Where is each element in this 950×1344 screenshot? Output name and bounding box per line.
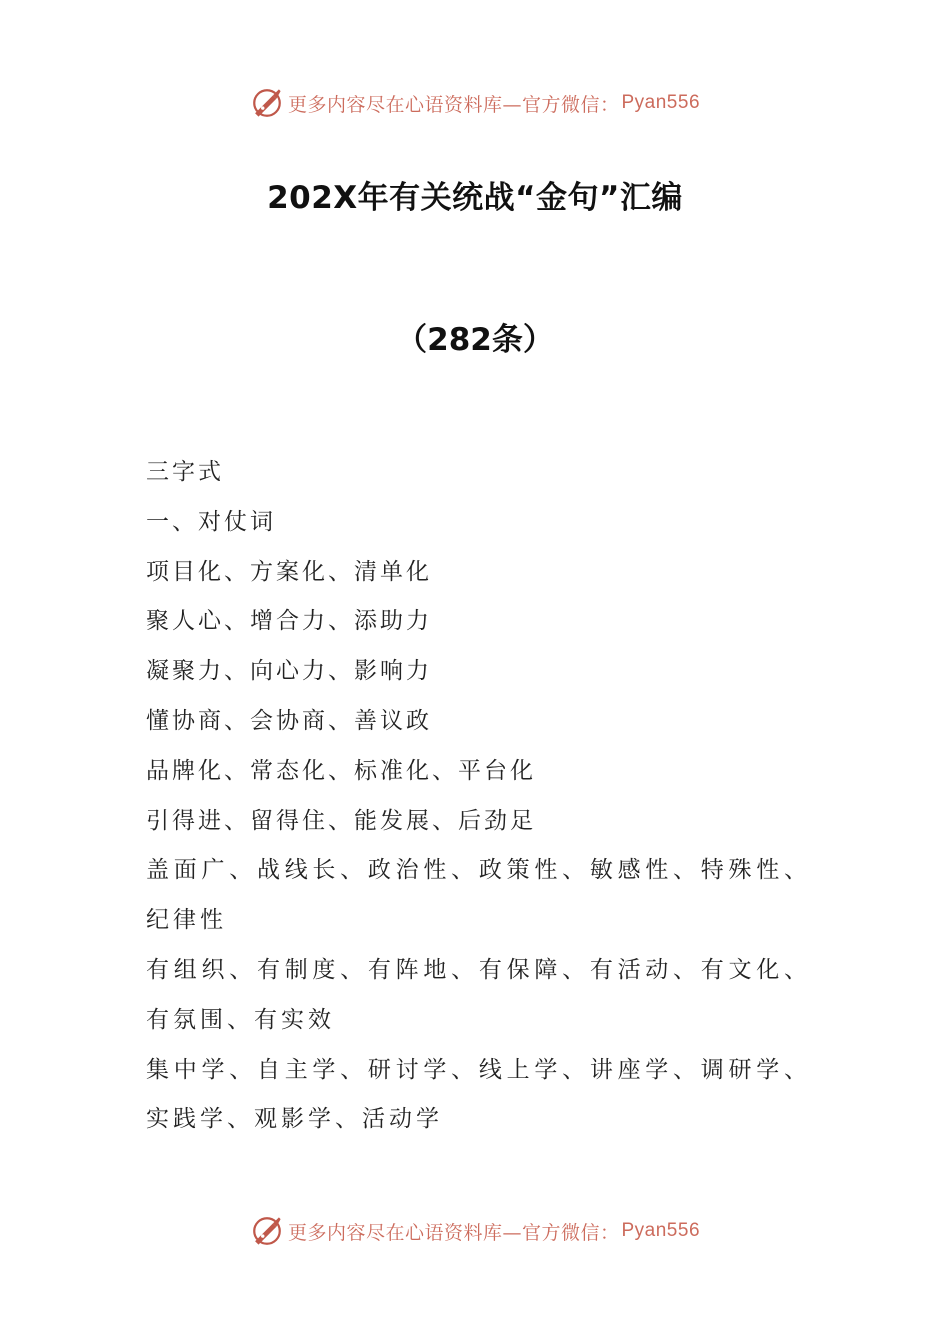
document-title: 202X年有关统战“金句”汇编 bbox=[267, 180, 683, 216]
phrase-line: 懂协商、会协商、善议政 bbox=[146, 707, 432, 734]
section-heading: 三字式 bbox=[146, 459, 224, 485]
watermark-wechat-id: Pyan556 bbox=[621, 92, 701, 113]
pen-nib-logo-icon bbox=[250, 1214, 284, 1248]
document-body bbox=[146, 448, 811, 1145]
phrase-line: 品牌化、常态化、标准化、平台化 bbox=[146, 757, 536, 784]
watermark-text: 更多内容尽在心语资料库—官方微信： bbox=[287, 1221, 620, 1244]
watermark-wechat-id: Pyan556 bbox=[621, 1220, 701, 1241]
pen-nib-logo-icon bbox=[250, 86, 284, 120]
subsection-heading: 一、对仗词 bbox=[146, 508, 276, 535]
phrase-line: 集中学、自主学、研讨学、线上学、讲座学、调研学、实践学、观影学、活动学 bbox=[146, 1056, 811, 1133]
phrase-line: 引得进、留得住、能发展、后劲足 bbox=[146, 807, 536, 834]
footer-watermark bbox=[0, 1211, 950, 1251]
phrase-line: 凝聚力、向心力、影响力 bbox=[146, 658, 432, 685]
watermark-text: 更多内容尽在心语资料库—官方微信： bbox=[287, 93, 620, 116]
header-watermark bbox=[0, 83, 950, 123]
phrase-line: 有组织、有制度、有阵地、有保障、有活动、有文化、有氛围、有实效 bbox=[146, 956, 811, 1033]
phrase-line: 盖面广、战线长、政治性、政策性、敏感性、特殊性、纪律性 bbox=[146, 857, 811, 934]
document-count: （282条） bbox=[396, 322, 554, 358]
phrase-line: 项目化、方案化、清单化 bbox=[146, 558, 432, 585]
phrase-line: 聚人心、增合力、添助力 bbox=[146, 608, 432, 635]
